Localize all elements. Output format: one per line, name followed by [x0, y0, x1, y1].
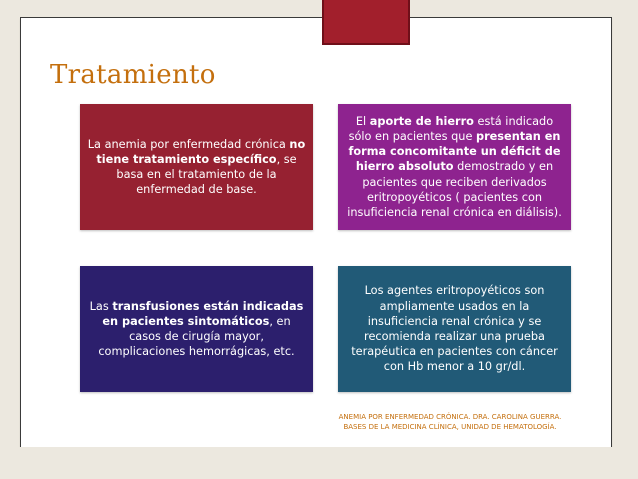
- accent-tab: [322, 0, 410, 45]
- text-run: El: [355, 114, 370, 128]
- citation-line: BASES DE LA MEDICINA CLÍNICA, UNIDAD DE HEMATOLOGÍA.: [343, 423, 557, 431]
- text-run: Los agentes eritropoyéticos son ampliamente usados en la insuficiencia renal crónica y se recomienda realizar una prueba terapéutica en pacientes con cáncer con Hb menor a 10 gr/dl.: [351, 284, 558, 374]
- text-run: La anemia por enfermedad crónica: [87, 137, 290, 151]
- text-run-bold: presentan en forma concomitante un déficit de hierro absoluto: [348, 129, 561, 174]
- text-run: demostrado y en pacientes que reciben derivados eritropoyéticos ( pacientes con insuficiencia renal crónica en diálisis).: [347, 160, 562, 219]
- treatment-box-text: [86, 137, 307, 198]
- text-run: está indicado sólo en pacientes que: [348, 114, 554, 143]
- treatment-box-text: [86, 299, 307, 360]
- treatment-box-transfusion: [80, 266, 313, 392]
- citation-line: ANEMIA POR ENFERMEDAD CRÓNICA. DRA. CAROLINA GUERRA.: [338, 413, 562, 421]
- treatment-box-specific: [80, 104, 313, 230]
- text-run-bold: no tiene tratamiento específico: [96, 137, 306, 166]
- treatment-box-iron: [338, 104, 571, 230]
- text-run: , en casos de cirugía mayor, complicaciones hemorrágicas, etc.: [98, 314, 295, 359]
- treatment-box-text: [344, 114, 565, 220]
- treatment-box-text: [344, 283, 565, 374]
- slide-background-strip: [0, 447, 638, 479]
- text-run-bold: transfusiones están indicadas en pacientes sintomáticos: [102, 299, 304, 328]
- text-run: , se basa en el tratamiento de la enfermedad de base.: [116, 152, 297, 197]
- citation: [320, 412, 580, 432]
- treatment-box-erythropoietic: [338, 266, 571, 392]
- text-run: Las: [89, 299, 113, 313]
- text-run-bold: aporte de hierro: [369, 114, 474, 128]
- slide-title: Tratamiento: [50, 60, 216, 90]
